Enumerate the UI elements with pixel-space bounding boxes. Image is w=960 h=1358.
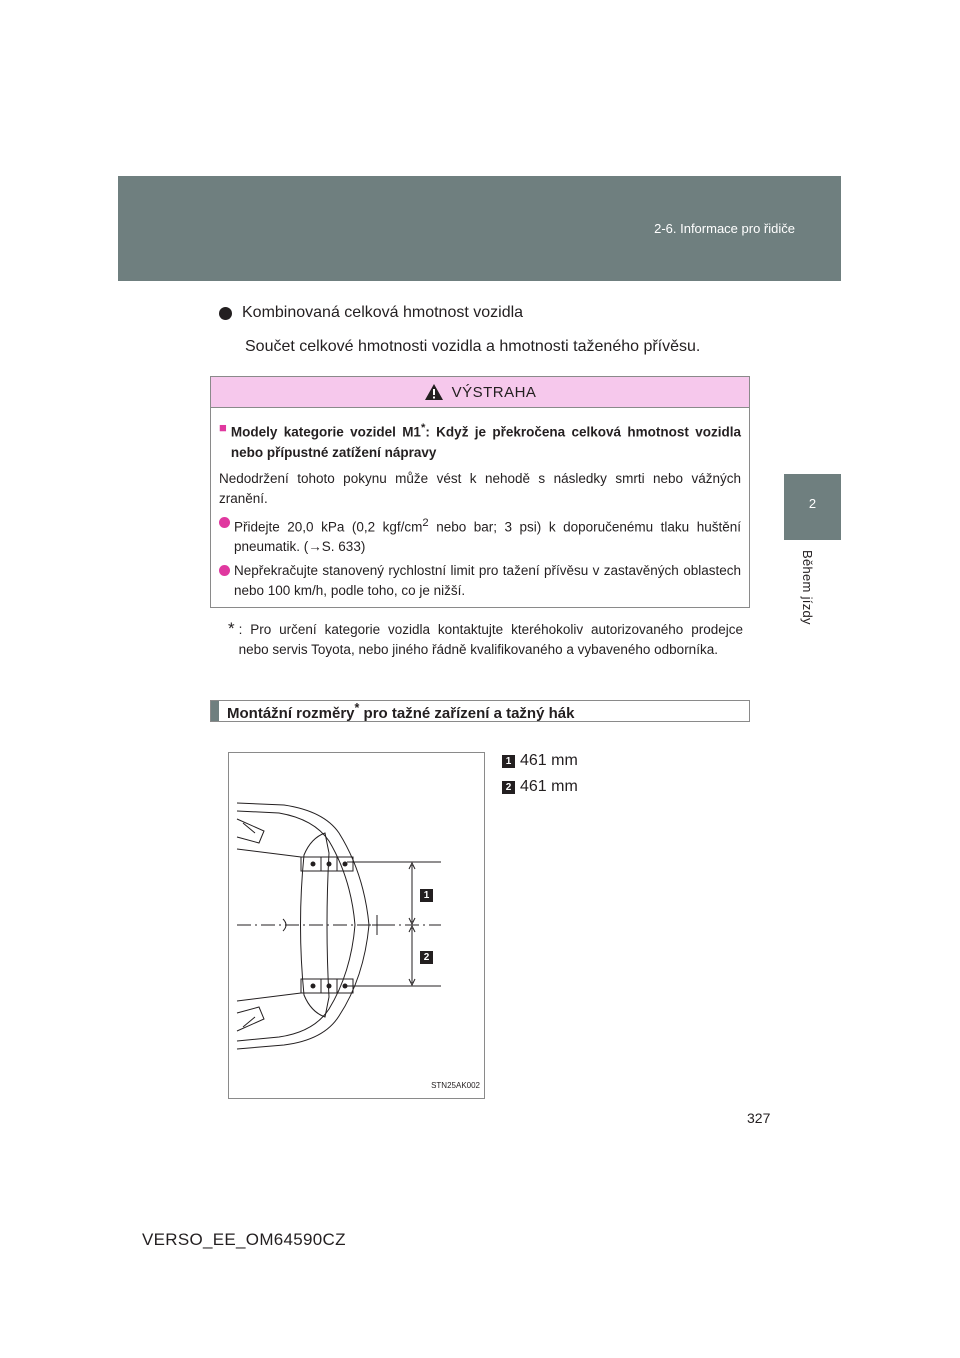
dimension-value: 461 mm [520,752,578,769]
warning-label: VÝSTRAHA [451,383,537,401]
chapter-label: Během jízdy [800,550,815,625]
section-heading-bar [210,700,750,722]
pink-square-icon: ■ [219,420,227,435]
footnote-text: : Pro určení kategorie vozidla kontaktujte kteréhokoliv autorizovaného prodejce nebo servis Toyota, nebo jiného řádně kvalifikovaného a vybaveného odborníka. [238,622,743,657]
car-rear-illustration [229,753,486,1100]
warning-heading-text [231,418,741,463]
figure-label-1 [420,889,433,902]
page-number: 327 [747,1110,771,1126]
warning-item-part: nebo bar; 3 psi) k doporučenému tlaku huštění pneumatik. ( [234,519,741,554]
warning-box [210,376,750,608]
warning-heading-star: * [420,422,426,434]
warning-item-text: Nepřekračujte stanovený rychlostní limit pro tažení přívěsu v zastavěných oblastech nebo 100 km/h, podle toho, co je nižší. [234,563,741,598]
footnote-marker: * [228,619,235,638]
section-title-part: Montážní rozměry [227,704,355,722]
warning-triangle-icon [424,383,444,401]
section-title-star: * [354,700,360,715]
section-title [219,701,574,722]
warning-header [211,377,749,408]
footnote [228,620,743,660]
bullet-icon [219,307,232,320]
section-header-title: 2-6. Informace pro řidiče [654,221,795,236]
dimension-list [502,748,578,800]
arrow-right-icon: → [308,539,322,554]
warning-heading [219,418,741,463]
chapter-tab [784,474,841,540]
figure-label-2-text: 2 [423,952,430,963]
warning-item [219,561,741,601]
chapter-number: 2 [808,496,817,511]
page-reference: S. 633) [321,539,366,554]
bullet-description: Součet celkové hmotnosti vozidla a hmotnosti taženého přívěsu. [245,338,701,355]
number-badge: 2 [502,781,515,794]
header-band [118,176,841,281]
number-badge: 1 [502,755,515,768]
warning-heading-part: Modely kategorie vozidel M1 [230,424,421,440]
pink-bullet-icon [219,565,230,576]
warning-body [211,408,749,601]
section-title-part: pro tažné zařízení a tažný hák [359,704,575,722]
warning-item-text [234,513,741,558]
pink-bullet-icon [219,517,230,528]
car-rear-figure [228,752,485,1099]
warning-item-part: Přidejte 20,0 kPa (0,2 kgf/cm [234,519,423,534]
superscript: 2 [422,516,429,529]
dimension-item [502,774,578,800]
dimension-value: 461 mm [520,778,578,795]
bullet-item [219,304,523,322]
bullet-title: Kombinovaná celková hmotnost vozidla [242,304,524,321]
figure-code: STN25AK002 [431,1081,480,1090]
warning-heading-part: : Když je překročena celková hmotnost vozidla nebo přípustné zatížení nápravy [230,424,742,460]
section-accent [211,701,219,721]
warning-paragraph: Nedodržení tohoto pokynu může vést k nehodě s následky smrti nebo vážných zranění. [219,470,741,506]
dimension-item [502,748,578,774]
document-code: VERSO_EE_OM64590CZ [142,1230,346,1249]
figure-label-1-text: 1 [423,890,430,901]
figure-label-2 [420,951,433,964]
warning-item [219,513,741,558]
